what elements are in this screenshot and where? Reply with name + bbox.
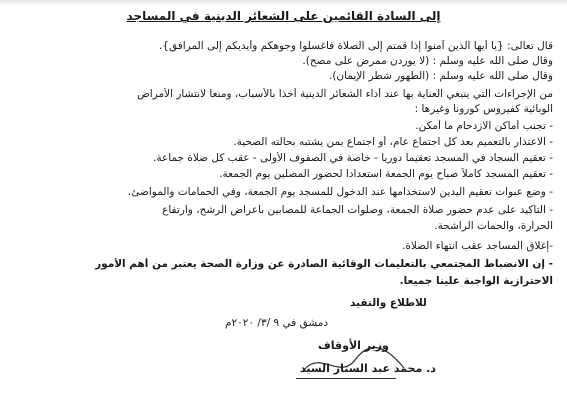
measure-item-6: - التأكيد على عدم حضور صلاة الجمعة، وصلوات الجماعة للمصابين بأعراض الرشح، وارتفاع bbox=[162, 204, 553, 216]
measure-item-6-cont: الحرارة، والحمات الراشحة. bbox=[434, 220, 553, 232]
measure-item-4: - تعقيم المسجد كاملاً صباح يوم الجمعة استعداداً لحضور المصلين يوم الجمعة. bbox=[219, 168, 553, 180]
closing-line-2: الاحترازية الواجبة علينا جميعاً. bbox=[399, 275, 553, 287]
measure-item-5: - وضع عبوات تعقيم اليدين لاستخدامها عند الدخول للمسجد يوم الجمعة، وفي الحمامات والمواضئ. bbox=[127, 186, 553, 198]
hadith-line-1: وقال صلى الله عليه وسلم : (لا يوردن ممرض على مصح). bbox=[302, 55, 553, 67]
intro-line-1: من الإجراءات التي ينبغي العناية بها عند أداء الشعائر الدينية أخذاً بالأسباب، ومنعاً لانتشار الأمراض bbox=[137, 88, 553, 100]
measure-item-3: - تعقيم السجاد في المسجد تعقيماً دورياً - خاصة في الصفوف الأولى - عقب كل صلاة جماعة. bbox=[153, 152, 553, 164]
signatory-title: وزير الأوقاف bbox=[318, 339, 389, 352]
signatory-name: د. محمد عبد الستار السيد bbox=[300, 362, 436, 375]
measure-item-1: - تجنب أماكن الازدحام ما أمكن. bbox=[415, 120, 553, 132]
intro-line-2: الوبائية كفيروس كورونا وغيرها : bbox=[414, 103, 553, 115]
quran-verse-line: قال تعالى: {يا أيها الذين آمنوا إذا قمتم إلى الصلاة فاغسلوا وجوهكم وأيديكم إلى المرافق}. bbox=[158, 40, 553, 52]
for-information-note: للاطلاع والتقيد bbox=[350, 297, 427, 309]
page-edge-shadow bbox=[0, 0, 567, 6]
document-header: إلى السادة القائمين على الشعائر الدينية في المساجد bbox=[126, 9, 441, 23]
measure-item-7: -إغلاق المساجد عقب انتهاء الصلاة. bbox=[402, 240, 553, 252]
measure-item-2: - الاعتذار بالتعميم بعد كل اجتماع عام، أو اجتماع بمن يشتبه بحالته الصحية. bbox=[233, 136, 553, 148]
closing-line-1: - إن الانضباط المجتمعي بالتعليمات الوقائية الصادرة عن وزارة الصحة يعتبر من أهم الأمور bbox=[95, 258, 553, 270]
signature-underline bbox=[296, 378, 396, 379]
hadith-line-2: وقال صلى الله عليه وسلم : (الطهور شطر الإيمان). bbox=[328, 70, 553, 82]
document-date: دمشق في ٩ /٣/ ٢٠٢٠م bbox=[225, 317, 329, 329]
